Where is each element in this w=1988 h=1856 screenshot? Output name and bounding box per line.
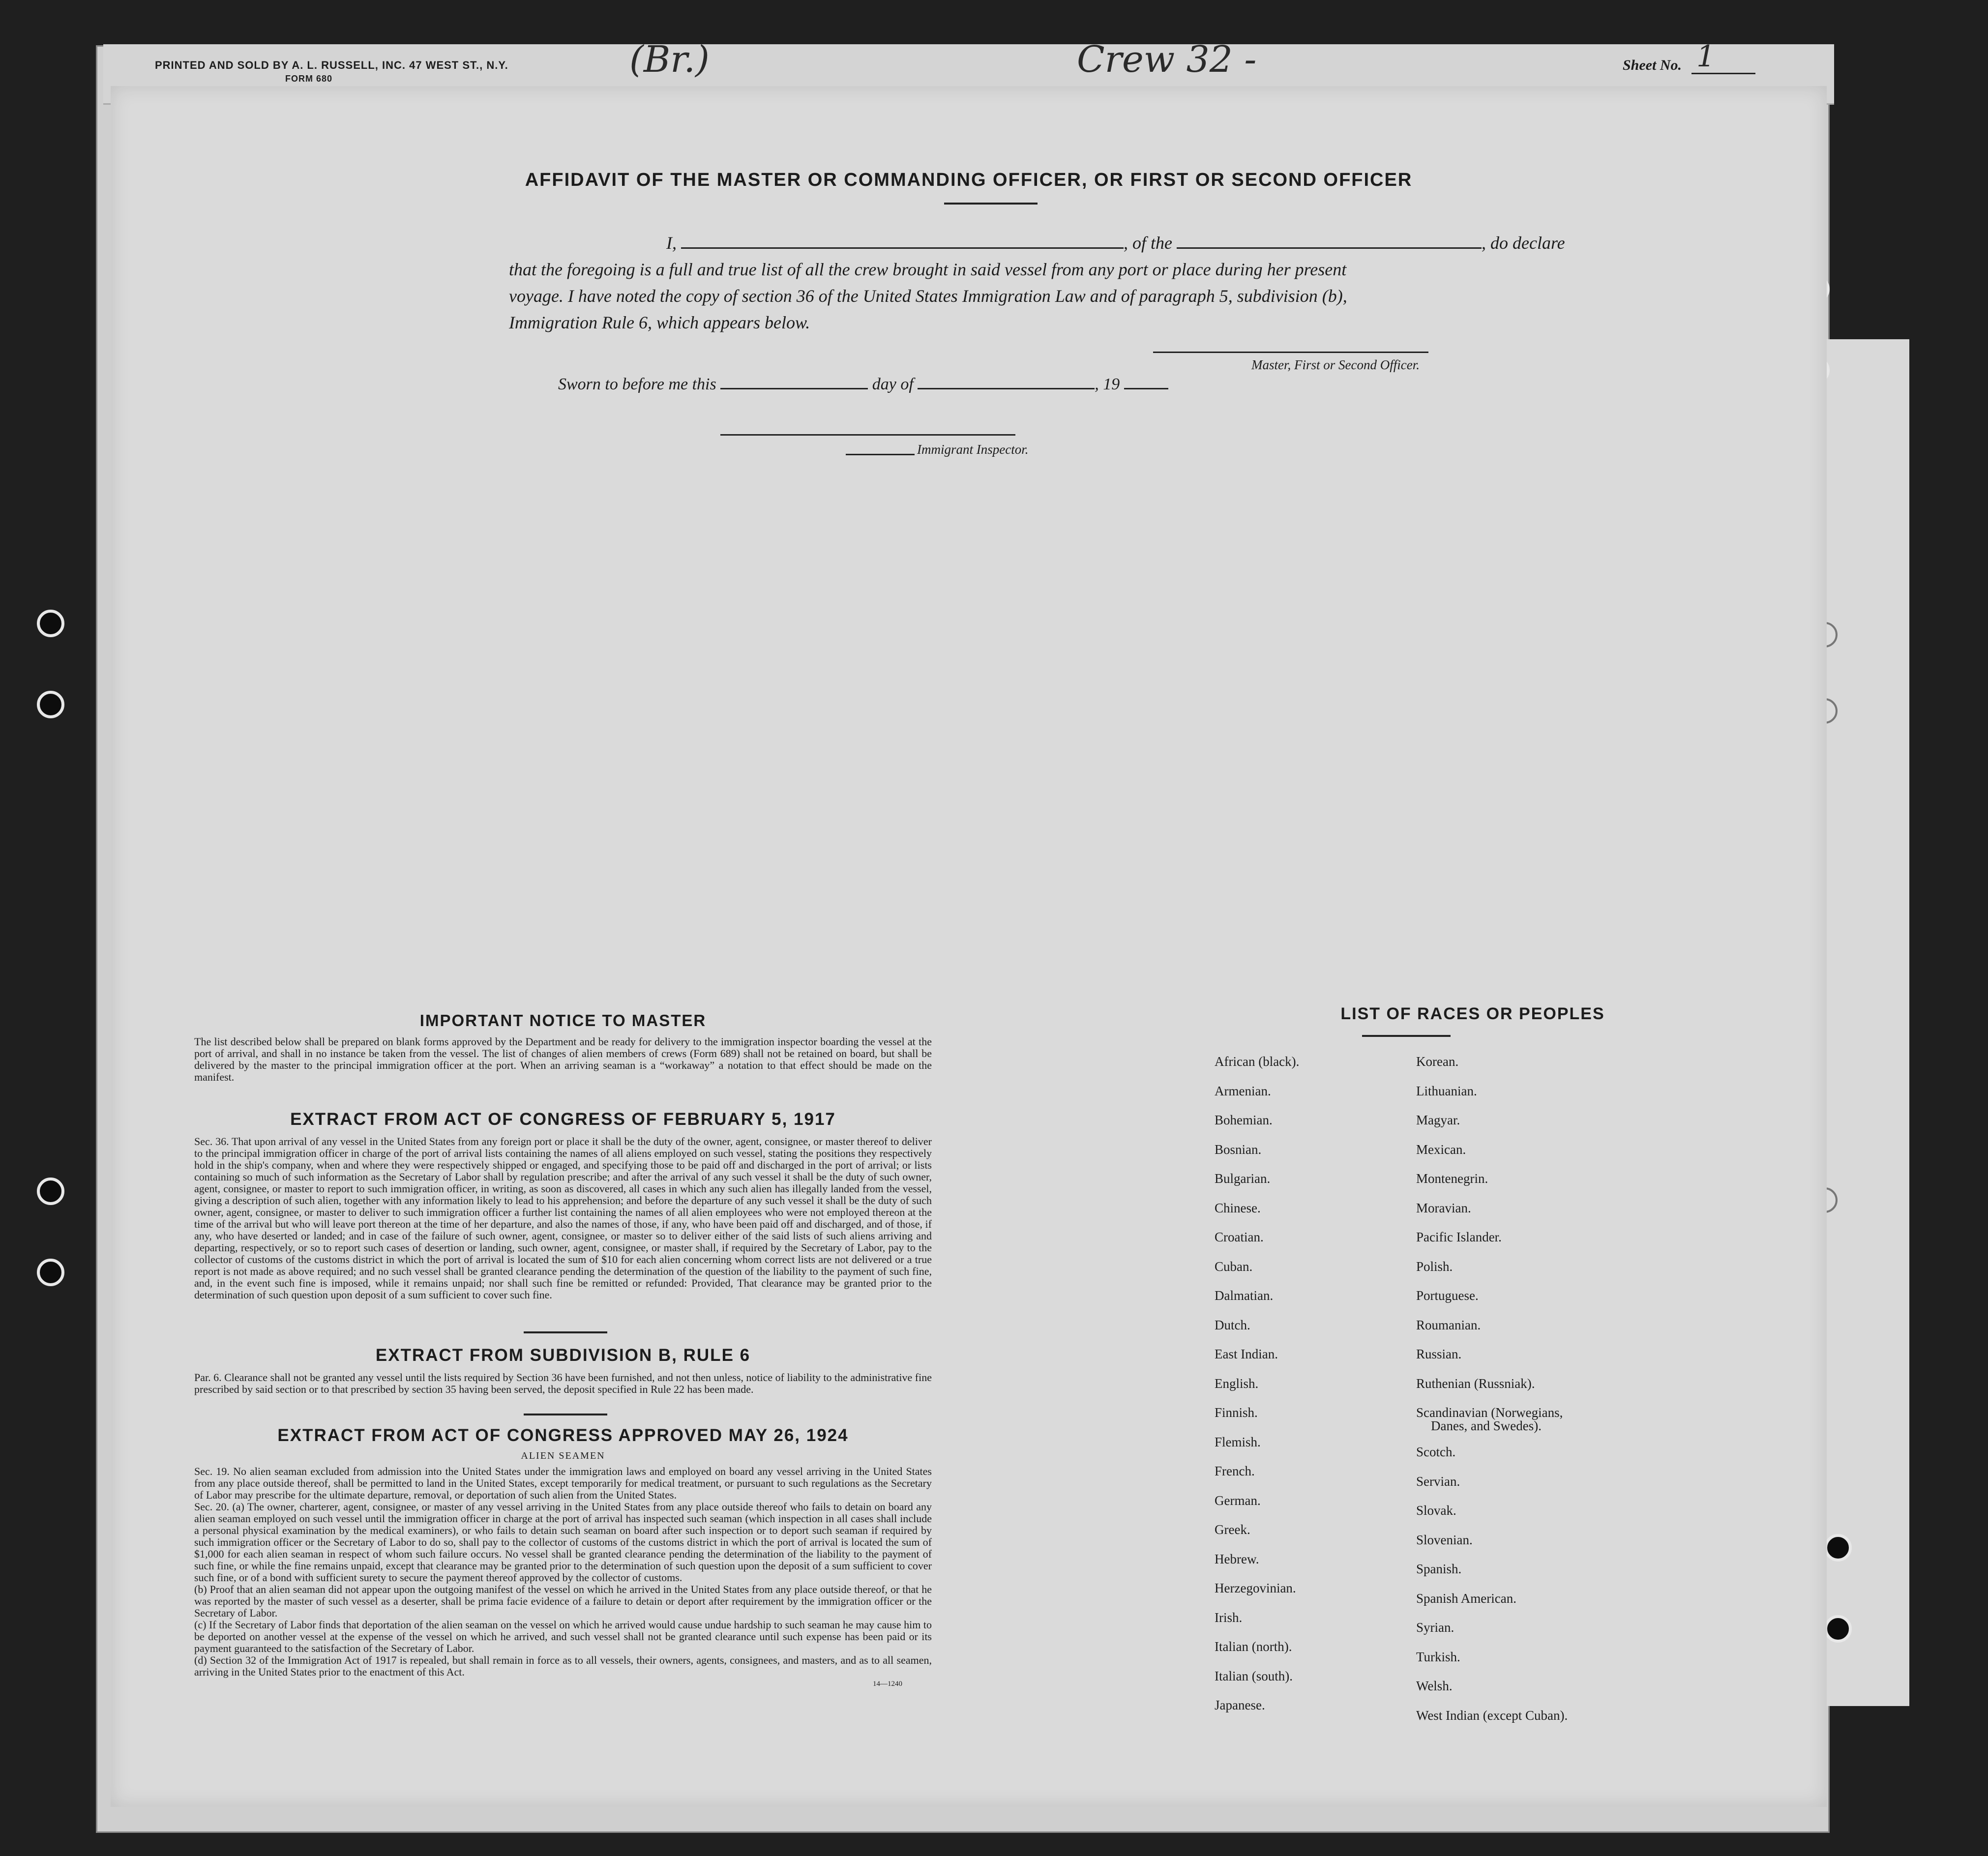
race-item: Pacific Islander.	[1416, 1230, 1502, 1244]
race-item: Italian (south).	[1215, 1668, 1293, 1683]
race-item: Dalmatian.	[1215, 1288, 1274, 1303]
section-20d: (d) Section 32 of the Immigration Act of 1917 is repealed, but shall remain in force as to all vessels, their owners, agents, consignees, and masters, and as to all seamen, arriving in the United States prior to the enactment of this Act.	[194, 1654, 932, 1678]
race-item: Flemish.	[1215, 1434, 1261, 1449]
race-item: East Indian.	[1215, 1347, 1278, 1361]
binder-hole-icon	[37, 610, 64, 637]
vessel-name-field[interactable]	[1177, 247, 1482, 249]
race-item: Greek.	[1215, 1522, 1250, 1537]
race-item: Danes, and Swedes).	[1431, 1418, 1542, 1433]
affidavit-declaration	[509, 230, 1591, 336]
race-item: Herzegovinian.	[1215, 1581, 1296, 1595]
declarant-name-field[interactable]	[681, 247, 1124, 249]
race-item: Croatian.	[1215, 1230, 1264, 1244]
section-20c: (c) If the Secretary of Labor finds that deportation of the alien seaman on the vessel on which he arrived would cause undue hardship to such seaman he may cause him to be deported on another vessel at the expense of the vessel on which he arrived, and such vessel shall not be granted clearance until such expense has been paid or its payment guaranteed to the satisfaction of the Secretary of Labor.	[194, 1619, 932, 1654]
race-item: French.	[1215, 1464, 1255, 1478]
race-item: Russian.	[1416, 1347, 1462, 1361]
race-item: Syrian.	[1416, 1620, 1454, 1635]
race-item: German.	[1215, 1493, 1261, 1508]
race-item: Scotch.	[1416, 1444, 1456, 1459]
do-declare-label: , do declare	[1481, 233, 1565, 253]
alien-seamen-subtitle: ALIEN SEAMEN	[521, 1450, 605, 1461]
race-item: Dutch.	[1215, 1317, 1250, 1332]
race-item: Roumanian.	[1416, 1317, 1481, 1332]
race-item: African (black).	[1215, 1054, 1300, 1069]
section-20b: (b) Proof that an alien seaman did not appear upon the outgoing manifest of the vessel on which he arrived in the United States from any place outside thereof, or that he was reported by the master of such vessel as a deserter, shall be prima facie evidence of a failure to detain or deport after requirement by the immigration officer or the Secretary of Labor.	[194, 1583, 932, 1619]
race-item: Hebrew.	[1215, 1551, 1259, 1566]
year-prefix: , 19	[1095, 375, 1120, 393]
race-item: Irish.	[1215, 1610, 1243, 1625]
of-the-label: , of the	[1124, 233, 1172, 253]
race-item: Bosnian.	[1215, 1142, 1262, 1157]
race-item: Turkish.	[1416, 1649, 1460, 1664]
extract-separator	[524, 1331, 607, 1333]
binder-hole-icon	[1824, 1615, 1852, 1643]
extract-1917-body: Sec. 36. That upon arrival of any vessel in the United States from any foreign port or place it shall be the duty of the owner, agent, consignee, or master thereof to deliver to the principal immigration officer in charge of the port of arrival lists containing the names of all aliens employed on such vessel, stating the positions they respectively hold in the ship's company, when and where they were respectively shipped or engaged, and specifying those to be paid off and discharged in the port of arrival; or lists containing so much of such information as the Secretary of Labor shall by regulation prescribe; and after the arrival of any such vessel it shall be the duty of such owner, agent, consignee, or master to report to such immigration officer, in writing, as soon as discovered, all cases in which any such alien has illegally landed from the vessel, giving a description of such alien, together with any information likely to lead to his apprehension; and before the departure of any such vessel it shall be the duty of such owner, agent, consignee, or master to deliver to such immigration officer a further list containing the names of all alien employees who were not employed thereon at the time of the arrival but who will leave port thereon at the time of her departure, and also the names of those, if any, who have been paid off and discharged, and of those, if any, who have deserted or landed; and in case of the failure of such owner, agent, consignee, or master so to deliver either of the said lists of such aliens arriving and departing, respectively, or so to report such cases of desertion or landing, such owner, agent, consignee, or master shall, if required by the Secretary of Labor, pay to the collector of customs of the customs district in which the port of arrival is located the sum of $10 for each alien concerning whom correct lists are not delivered or a true report is not made as above required; and no such vessel shall be granted clearance pending the determination of the question of the liability to the payment of such fine, and, in the event such fine is imposed, while it remains unpaid; nor shall such fine be remitted or refunded: Provided, That clearance may be granted prior to the determination of such question upon deposit of a sum sufficient to cover such fine.	[194, 1135, 932, 1301]
race-item: Italian (north).	[1215, 1639, 1292, 1654]
race-item: Montenegrin.	[1416, 1171, 1488, 1186]
race-item: Polish.	[1416, 1259, 1453, 1274]
binder-hole-icon	[37, 1178, 64, 1205]
binder-hole-icon	[37, 1259, 64, 1286]
notice-body: The list described below shall be prepared on blank forms approved by the Department and be ready for delivery to the immigration inspector boarding the vessel at the port of arrival, and shall in no instance be taken from the vessel. The list of changes of alien members of crews (Form 689) shall not be retained on board, but shall be delivered by the master to the principal immigration officer at the port. When an arriving seaman is a “workaway” a notation to that effect should be made on the manifest.	[194, 1035, 932, 1083]
race-item: Scandinavian (Norwegians,	[1416, 1405, 1563, 1420]
master-signature-label: Master, First or Second Officer.	[1251, 357, 1420, 372]
inspector-rule	[846, 454, 915, 455]
print-code: 14—1240	[873, 1680, 902, 1688]
race-item: Cuban.	[1215, 1259, 1253, 1274]
race-item: Finnish.	[1215, 1405, 1258, 1420]
declaration-line-3: voyage. I have noted the copy of section 36 of the United States Immigration Law and of paragraph 5, subdivision (b),	[509, 286, 1347, 306]
races-separator	[1362, 1035, 1451, 1037]
subdivision-title: EXTRACT FROM SUBDIVISION B, RULE 6	[375, 1346, 751, 1365]
race-item: Spanish American.	[1416, 1591, 1516, 1606]
notice-title: IMPORTANT NOTICE TO MASTER	[419, 1011, 707, 1030]
race-item: Welsh.	[1416, 1679, 1453, 1693]
race-item: Bulgarian.	[1215, 1171, 1271, 1186]
binder-hole-icon	[37, 691, 64, 718]
sworn-line	[558, 371, 1168, 398]
sheet-number-value: 1	[1696, 39, 1716, 74]
race-item: Japanese.	[1215, 1698, 1265, 1712]
annotation-br: (Br.)	[629, 38, 710, 81]
sworn-label: Sworn to before me this	[558, 375, 716, 393]
race-item: West Indian (except Cuban).	[1416, 1708, 1568, 1723]
section-20a: Sec. 20. (a) The owner, charterer, agent, consignee, or master of any vessel arriving in the United States from any place outside thereof who fails to detain on board any alien seaman employed on such vessel until the immigration officer in charge at the port of arrival has inspected such seaman (which inspection in all cases shall include a personal physical examination by the medical examiners), or who fails to detain such seaman on board after such inspection or to deport such seaman if required by such immigration officer or the Secretary of Labor to do so, shall pay to the collector of customs of the customs district in which the port of arrival is located the sum of $1,000 for each alien seaman in respect of whom such failure occurs. No vessel shall be granted clearance pending the determination of the liability to the payment of such fine, or while the fine remains unpaid, except that clearance may be granted prior to the determination of such question upon the deposit of a sum sufficient to cover such fine, or of a bond with sufficient surety to secure the payment thereof approved by the collector of customs.	[194, 1501, 932, 1584]
extract-1924-title: EXTRACT FROM ACT OF CONGRESS APPROVED MAY 26, 1924	[277, 1426, 849, 1445]
subdivision-separator	[524, 1414, 607, 1415]
race-item: Ruthenian (Russniak).	[1416, 1376, 1535, 1391]
title-separator	[944, 203, 1038, 205]
master-signature-field[interactable]	[1153, 352, 1428, 353]
form-number: FORM 680	[285, 74, 333, 84]
race-item: Slovak.	[1416, 1503, 1456, 1518]
race-item: Moravian.	[1416, 1200, 1471, 1215]
sworn-year-field[interactable]	[1124, 388, 1168, 389]
sworn-month-field[interactable]	[918, 388, 1095, 389]
affidavit-title: AFFIDAVIT OF THE MASTER OR COMMANDING OFFICER, OR FIRST OR SECOND OFFICER	[525, 170, 1413, 190]
sheet-number-label: Sheet No.	[1623, 57, 1682, 73]
race-item: Mexican.	[1416, 1142, 1466, 1157]
printer-line: PRINTED AND SOLD BY A. L. RUSSELL, INC. 47 WEST ST., N.Y.	[155, 59, 508, 71]
race-item: Servian.	[1416, 1473, 1460, 1489]
declaration-line-2: that the foregoing is a full and true list of all the crew brought in said vessel from any port or place during her present	[509, 260, 1347, 279]
binder-hole-icon	[1824, 1534, 1852, 1561]
race-item: Slovenian.	[1416, 1532, 1473, 1547]
race-item: Lithuanian.	[1416, 1083, 1477, 1098]
race-item: Korean.	[1416, 1054, 1459, 1069]
section-19: Sec. 19. No alien seaman excluded from admission into the United States under the immigration laws and employed on board any vessel arriving in the United States from any place outside thereof, shall be permitted to land in the United States, except temporarily for medical treatment, or pursuant to such regulations as the Secretary of Labor may prescribe for the ultimate departure, removal, or deportation of such alien from the United States.	[194, 1465, 932, 1501]
inspector-label: Immigrant Inspector.	[917, 442, 1029, 457]
races-title: LIST OF RACES OR PEOPLES	[1340, 1004, 1605, 1023]
race-item: English.	[1215, 1376, 1259, 1391]
sheet-number-rule	[1691, 73, 1755, 74]
race-item: Chinese.	[1215, 1200, 1261, 1215]
sworn-day-field[interactable]	[720, 388, 868, 389]
annotation-crew: Crew 32 -	[1077, 38, 1257, 81]
extract-1917-title: EXTRACT FROM ACT OF CONGRESS OF FEBRUARY 5, 1917	[290, 1110, 836, 1129]
race-item: Magyar.	[1416, 1113, 1460, 1127]
race-item: Portuguese.	[1416, 1288, 1479, 1303]
race-item: Armenian.	[1215, 1083, 1271, 1098]
subdivision-body: Par. 6. Clearance shall not be granted any vessel until the lists required by Section 36 have been furnished, and not then unless, notice of liability to the administrative fine prescribed by said section or to that prescribed by section 35 having been served, the deposit specified in Rule 22 has been made.	[194, 1371, 932, 1395]
extract-1924-body	[194, 1466, 932, 1690]
inspector-signature-field[interactable]	[720, 434, 1015, 436]
declarant-prefix: I,	[666, 233, 677, 253]
race-item: Bohemian.	[1215, 1113, 1273, 1127]
race-item: Spanish.	[1416, 1561, 1462, 1576]
affidavit-sheet	[111, 86, 1827, 1807]
declaration-line-4: Immigration Rule 6, which appears below.	[509, 313, 810, 332]
day-of-label: day of	[872, 375, 914, 393]
